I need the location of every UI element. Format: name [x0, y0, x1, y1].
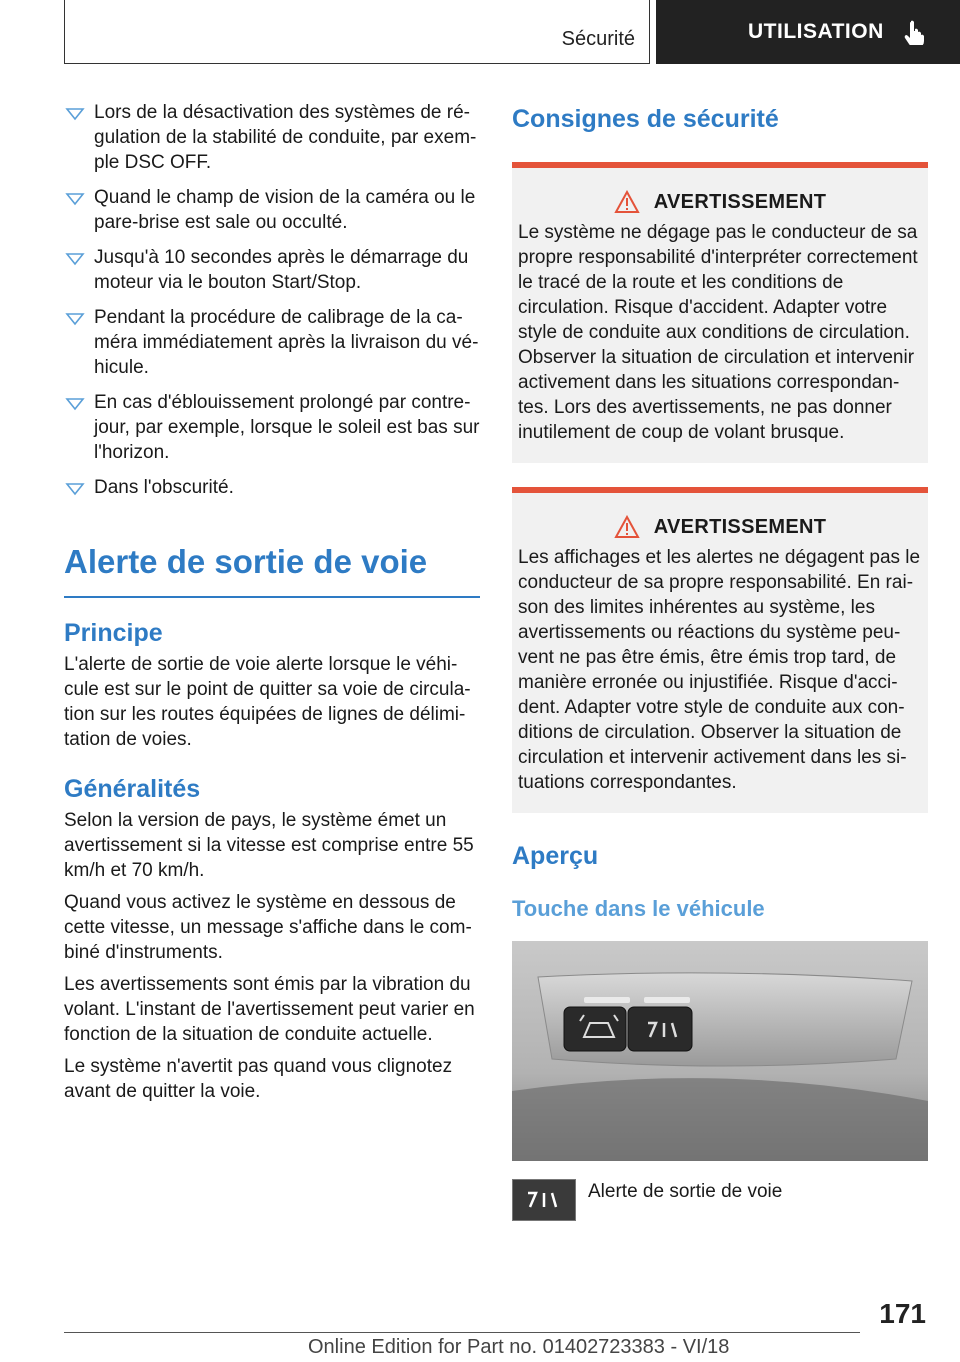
warning-label: AVERTISSEMENT — [653, 515, 827, 538]
triangle-bullet-icon — [64, 482, 86, 494]
caption-text: Alerte de sortie de voie — [588, 1181, 783, 1202]
left-column — [64, 100, 480, 1111]
touche-heading: Touche dans le véhicule — [512, 896, 765, 921]
warning-box — [512, 162, 928, 463]
consignes-heading: Consignes de sécurité — [512, 105, 779, 133]
list-item: Quand le champ de vision de la caméra ou le pare-brise est sale ou occulté. — [64, 185, 480, 235]
vehicle-button-photo — [512, 941, 928, 1161]
warning-triangle-icon — [614, 515, 640, 539]
generalites-heading: Généralités — [64, 774, 201, 803]
triangle-bullet-icon — [64, 192, 86, 204]
lane-departure-button-icon — [512, 1179, 576, 1221]
warning-box — [512, 487, 928, 813]
warning-text: Le système ne dégage pas le conducteur de sa propre responsabilité d'interpréter correctement le tracé de la route et les conditions de circulation. Risque d'accident. Adapter votre style de conduite aux conditions de circulation. Observer la situation de circulation et intervenir activement dans les situations correspondantes. Lors des avertissements, ne pas donner inutilement de coup de volant brusque. — [518, 222, 918, 443]
header-section-title: Sécurité — [561, 28, 635, 50]
header-section-box — [64, 0, 650, 64]
principe-paragraph: L'alerte de sortie de voie alerte lorsque le véhicule est sur le point de quitter sa voie de circulation sur les routes équipées de lignes de délimitation de voies. — [64, 653, 471, 750]
principe-heading: Principe — [64, 618, 163, 647]
header-chapter-title: UTILISATION — [748, 20, 884, 43]
right-column — [512, 100, 928, 1221]
conditions-list — [64, 100, 480, 500]
generalites-paragraph-1: Selon la version de pays, le système émet un avertissement si la vitesse est comprise entre 55 km/h et 70 km/h. — [64, 809, 474, 881]
warning-triangle-icon — [614, 190, 640, 214]
triangle-bullet-icon — [64, 107, 86, 119]
triangle-bullet-icon — [64, 252, 86, 264]
list-item: Pendant la procédure de calibrage de la caméra immédiatement après la livraison du véhicule. — [64, 305, 480, 380]
pointing-hand-icon — [902, 19, 928, 45]
generalites-paragraph-3: Les avertissements sont émis par la vibration du volant. L'instant de l'avertissement peut varier en fonction de la situation de conduite actuelle. — [64, 973, 475, 1045]
triangle-bullet-icon — [64, 397, 86, 409]
warning-text: Les affichages et les alertes ne dégagent pas le conducteur de sa propre responsabilité. En raison des limites inhérentes au système, les avertissements ou réactions du système peuvent ne pas être émis, être émis trop tard, de manière erronée ou injustifiée. Risque d'accident. Adapter votre style de conduite aux conditions de circulation. Observer la situation de circulation et intervenir activement dans les situations correspondantes. — [518, 547, 921, 793]
generalites-paragraph-4: Le système n'avertit pas quand vous clignotez avant de quitter la voie. — [64, 1055, 453, 1102]
section-title: Alerte de sortie de voie — [64, 543, 428, 580]
warning-label: AVERTISSEMENT — [653, 190, 827, 213]
section-divider — [64, 596, 480, 598]
triangle-bullet-icon — [64, 312, 86, 324]
list-item: Jusqu'à 10 secondes après le démarrage du moteur via le bouton Start/Stop. — [64, 245, 480, 295]
list-item: Lors de la désactivation des systèmes de régulation de la stabilité de conduite, par exemple DSC OFF. — [64, 100, 480, 175]
warning-header — [518, 190, 922, 214]
list-item: En cas d'éblouissement prolongé par contrejour, par exemple, lorsque le soleil est bas sur l'horizon. — [64, 390, 480, 465]
generalites-paragraph-2: Quand vous activez le système en dessous de cette vitesse, un message s'affiche dans le combiné d'instruments. — [64, 891, 472, 963]
page-number: 171 — [879, 1298, 926, 1329]
footer-edition: Online Edition for Part no. 01402723383 - VI/18 — [308, 1336, 730, 1358]
list-item: Dans l'obscurité. — [64, 475, 480, 500]
warning-header — [518, 515, 922, 539]
apercu-heading: Aperçu — [512, 842, 599, 870]
figure-caption — [512, 1179, 928, 1221]
footer-divider — [64, 1332, 860, 1333]
header-chapter-tab — [656, 0, 960, 64]
